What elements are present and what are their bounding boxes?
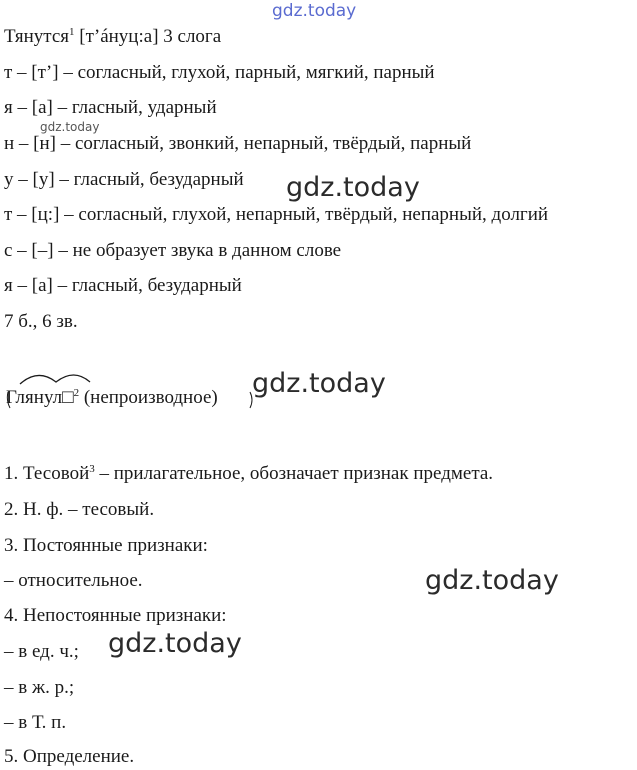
watermark-2: gdz.today: [252, 368, 386, 399]
morph-line: – в Т. п.: [4, 712, 67, 733]
word-bracket-right: [250, 392, 252, 408]
phonetic-row: с – [–] – не образует звука в данном слове: [4, 240, 342, 261]
morph-line: – в ж. р.;: [4, 677, 75, 698]
phonetic-transcription: [т’áнуц:а] 3 слога: [79, 26, 222, 47]
phonetic-row: я – [а] – гласный, безударный: [4, 275, 242, 296]
root-arc: [20, 375, 90, 384]
morph-word: Тесовой: [23, 463, 90, 484]
morphemic-line: [6, 386, 218, 410]
watermark-3: gdz.today: [425, 565, 559, 596]
phonetic-row: т – [ц:] – согласный, глухой, непарный, твёрдый, непарный, долгий: [4, 204, 549, 225]
morph-line: 4. Непостоянные признаки:: [4, 605, 227, 626]
ending-box: □: [62, 387, 74, 408]
morph-line: 2. Н. ф. – тесовый.: [4, 499, 155, 520]
morph-item-1: 1. Тесовой$^3$ – прилагательное, обозначает признак предмета.: [4, 463, 494, 484]
morph-line: 3. Постоянные признаки:: [4, 535, 208, 556]
phonetic-heading: [4, 25, 221, 49]
morph-footnote: 3: [89, 463, 95, 475]
phonetic-word: Тянутся: [4, 26, 69, 47]
morphemic-footnote: 2: [73, 387, 80, 399]
phonetic-word-footnote: 1: [69, 26, 75, 38]
watermark-top: gdz.today: [272, 1, 357, 21]
phonetic-summary: 7 б., 6 зв.: [4, 311, 78, 332]
phonetic-row: н – [н] – согласный, звонкий, непарный, твёрдый, парный: [4, 133, 472, 154]
phonetic-row: т – [т’] – согласный, глухой, парный, мягкий, парный: [4, 62, 435, 83]
morph-line: – в ед. ч.;: [4, 641, 79, 662]
morph-definition: – прилагательное, обозначает признак предмета.: [94, 463, 494, 484]
watermark-1: gdz.today: [286, 172, 420, 203]
morph-line: – относительное.: [4, 570, 143, 591]
morphemic-note: (непроизводное): [83, 387, 218, 408]
phonetic-row: я – [а] – гласный, ударный: [4, 97, 217, 118]
watermark-4: gdz.today: [108, 628, 242, 659]
morphemic-word: Глянул: [6, 387, 63, 408]
watermark-small: gdz.today: [40, 120, 100, 134]
phonetic-row: у – [у] – гласный, безударный: [4, 169, 244, 190]
morph-line: 5. Определение.: [4, 746, 135, 767]
